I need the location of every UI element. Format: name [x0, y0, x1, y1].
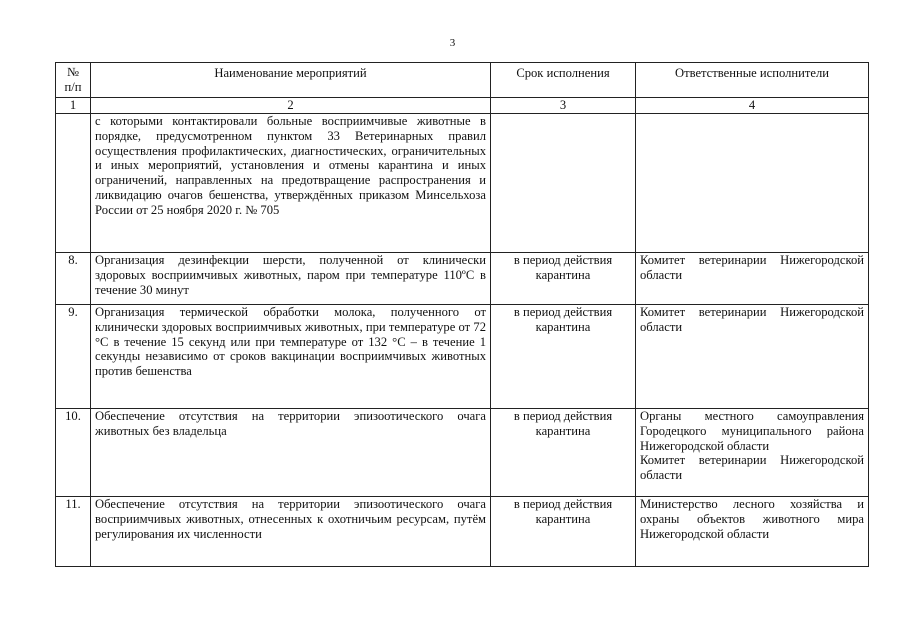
table-row [56, 253, 869, 305]
row-responsible [636, 114, 869, 253]
measures-table [55, 62, 869, 567]
row-term: в период действия карантина [491, 409, 636, 497]
row-num: 9. [56, 305, 91, 409]
responsible-entry: Комитет ветеринарии Нижегородской области [640, 253, 864, 282]
responsible-entry: Органы местного самоуправления Городецкого муниципального района Нижегородской области [640, 409, 864, 453]
row-term [491, 114, 636, 253]
responsible-entry: Комитет ветеринарии Нижегородской области [640, 305, 864, 334]
row-name: Организация дезинфекции шерсти, полученной от клинически здоровых восприимчивых животных, паром при температуре 110ºС в течение 30 минут [91, 253, 491, 305]
header-term: Срок исполнения [491, 63, 636, 98]
row-responsible [636, 409, 869, 497]
header-num-line2: п/п [64, 79, 82, 94]
column-number: 4 [636, 98, 869, 114]
table-row [56, 409, 869, 497]
row-term: в период действия карантина [491, 497, 636, 567]
page-number: 3 [449, 37, 456, 49]
header-num [56, 63, 91, 98]
row-name: Обеспечение отсутствия на территории эпизоотического очага восприимчивых животных, отнесенных к охотничьим ресурсам, путём регулирования их численности [91, 497, 491, 567]
table-row [56, 305, 869, 409]
row-num: 10. [56, 409, 91, 497]
row-name: Организация термической обработки молока, полученного от клинически здоровых восприимчивых животных, при температуре от 72 °C в течение 15 секунд или при температуре от 132 °C – в течение 1 секунды независимо от сроков вакцинации восприимчивых животных против бешенства [91, 305, 491, 409]
row-responsible [636, 497, 869, 567]
row-responsible [636, 305, 869, 409]
row-term: в период действия карантина [491, 253, 636, 305]
column-number: 3 [491, 98, 636, 114]
responsible-entry: Комитет ветеринарии Нижегородской области [640, 453, 864, 483]
row-name: с которыми контактировали больные восприимчивые животные в порядке, предусмотренном пунктом 33 Ветеринарных правил осуществления профилактических, диагностических, ограничительных и иных мероприятий, установления и отмены карантина и иных ограничений, направленных на предотвращение распространения и ликвидацию очагов бешенства, утверждённых приказом Минсельхоза России от 25 ноября 2020 г. № 705 [91, 114, 491, 253]
column-number: 2 [91, 98, 491, 114]
column-numbers-row [56, 98, 869, 114]
row-responsible [636, 253, 869, 305]
table-row [56, 497, 869, 567]
header-responsible: Ответственные исполнители [636, 63, 869, 98]
header-num-line1: № [66, 65, 80, 79]
row-name: Обеспечение отсутствия на территории эпизоотического очага животных без владельца [91, 409, 491, 497]
table-header-row [56, 63, 869, 98]
row-num: 11. [56, 497, 91, 567]
responsible-entry: Министерство лесного хозяйства и охраны объектов животного мира Нижегородской области [640, 497, 864, 541]
row-term: в период действия карантина [491, 305, 636, 409]
table-row [56, 114, 869, 253]
column-number: 1 [56, 98, 91, 114]
header-name: Наименование мероприятий [91, 63, 491, 98]
row-num [56, 114, 91, 253]
row-num: 8. [56, 253, 91, 305]
